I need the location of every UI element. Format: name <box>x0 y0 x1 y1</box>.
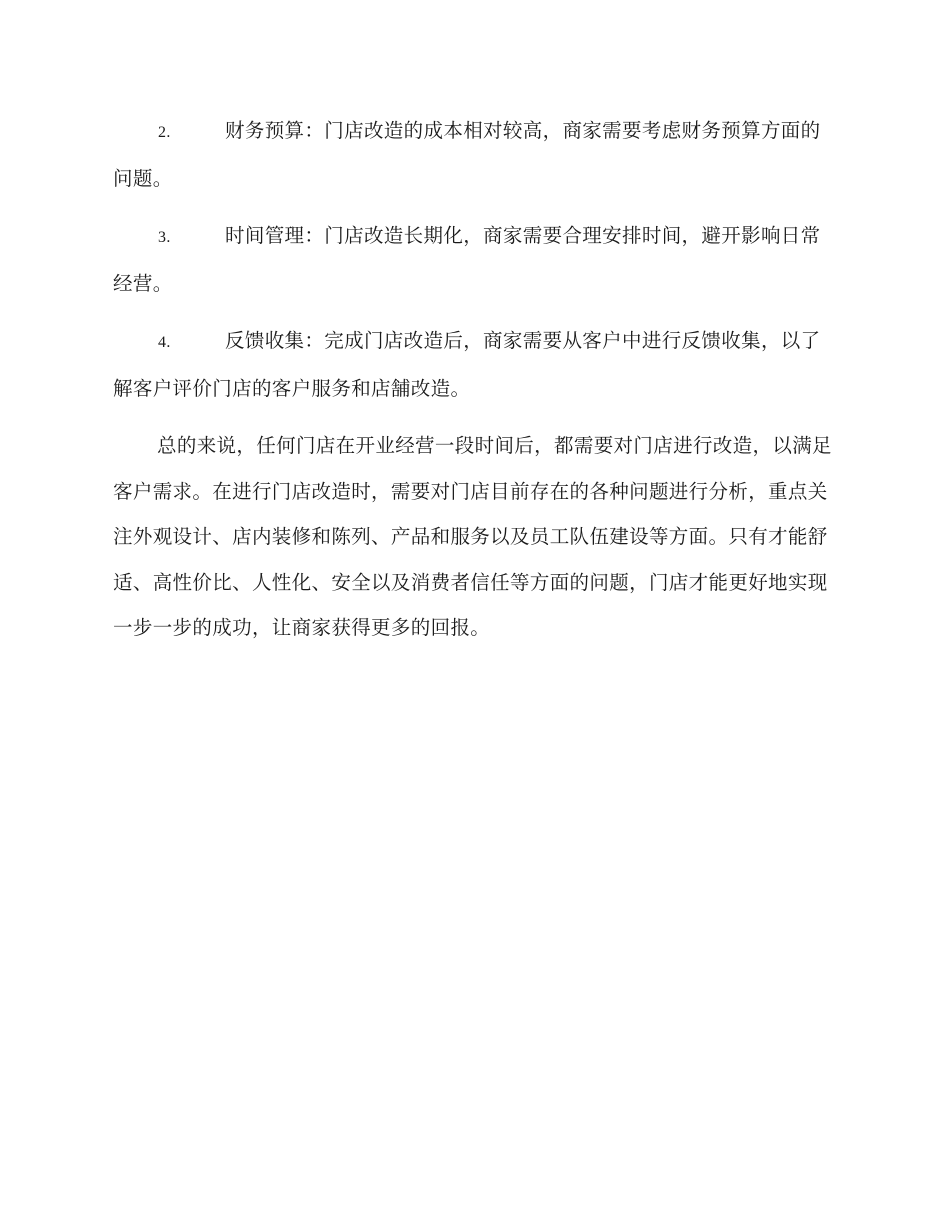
list-item <box>113 213 833 306</box>
list-item-number: 3. <box>158 229 171 246</box>
list-item-text: 财务预算：门店改造的成本相对较高，商家需要考虑财务预算方面的问题。 <box>113 119 821 190</box>
list-item-number: 2. <box>158 124 171 141</box>
list-item <box>113 318 833 411</box>
list-item <box>113 108 833 201</box>
list-item-text: 时间管理：门店改造长期化，商家需要合理安排时间，避开影响日常经营。 <box>113 224 821 295</box>
list-item-number: 4. <box>158 334 171 351</box>
document-page <box>113 108 833 651</box>
summary-paragraph: 总的来说，任何门店在开业经营一段时间后，都需要对门店进行改造，以满足客户需求。在进行门店改造时，需要对门店目前存在的各种问题进行分析，重点关注外观设计、店内装修和陈列、产品和服务以及员工队伍建设等方面。只有才能舒适、高性价比、人性化、安全以及消费者信任等方面的问题，门店才能更好地实现一步一步的成功，让商家获得更多的回报。 <box>113 434 832 639</box>
list-item-text: 反馈收集：完成门店改造后，商家需要从客户中进行反馈收集，以了解客户评价门店的客户服务和店舗改造。 <box>113 329 821 400</box>
